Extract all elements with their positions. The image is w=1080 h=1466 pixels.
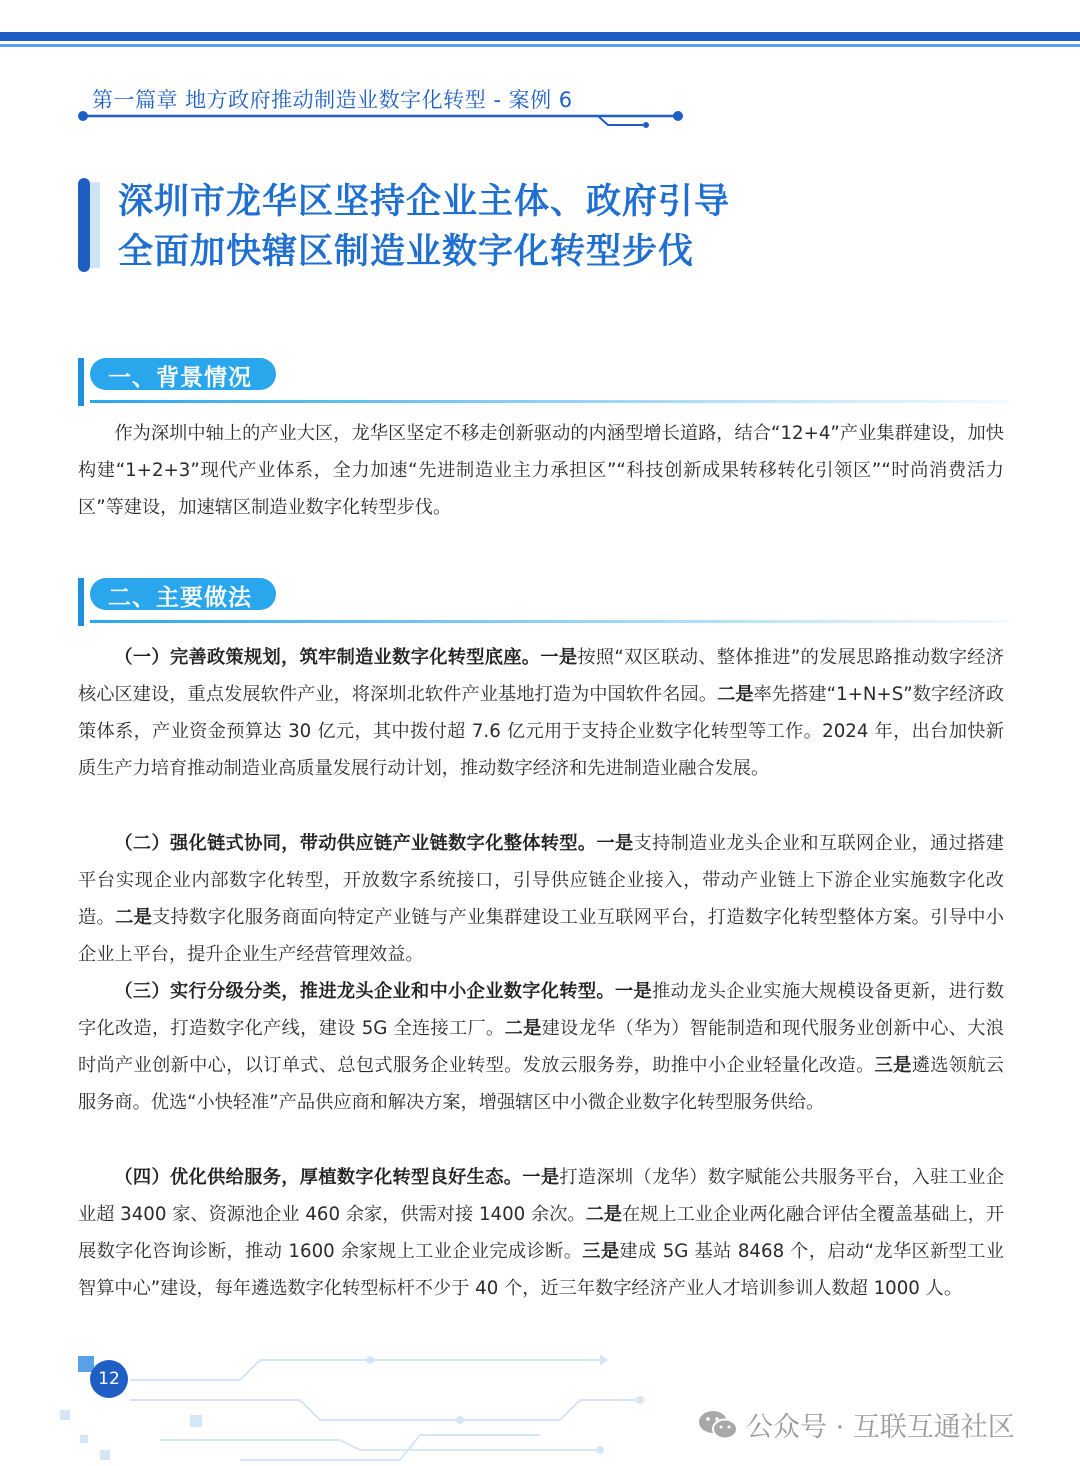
header-stripe-thin	[0, 44, 1080, 47]
wechat-icon	[698, 1409, 738, 1441]
watermark-text: 公众号 · 互联互通社区	[746, 1412, 1015, 1443]
chapter-underline-decoration	[78, 111, 688, 131]
measure-keyword: 一是	[540, 647, 578, 668]
section-heading-background	[78, 358, 1008, 408]
section-heading-pill	[90, 578, 276, 610]
chapter-title: 第一篇章 地方政府推动制造业数字化转型 - 案例 6	[92, 88, 573, 112]
section-heading-rule	[90, 620, 1010, 623]
case-title	[78, 174, 778, 272]
section-heading-measures	[78, 578, 1008, 628]
measure-keyword: 二是	[585, 1204, 622, 1225]
measure-lead: （四）优化供给服务，厚植数字化转型良好生态。	[114, 1167, 523, 1188]
chapter-header	[78, 84, 688, 130]
title-accent-bar	[78, 178, 104, 272]
measure-text: 率先搭建“1+N+S”数字经济政策体系，产业资金预算达 30 亿元，其中拨付超 7.6 亿元用于支持企业数字化转型等工作。2024 年，出台加快新质生产力培育推动制造业高质量发展行动计划，推动数字经济和先进制造业融合发展。	[78, 684, 1004, 779]
measure-keyword: 二是	[115, 907, 153, 928]
measure-text: 按照“双区联动、整体推进”的发展思路推动数字经济核心区建设，重点发展软件产业，将深圳北软件产业基地打造为中国软件名园。	[78, 647, 1004, 705]
title-line-1: 深圳市龙华区坚持企业主体、政府引导	[118, 182, 731, 222]
measure-keyword: 二是	[717, 684, 754, 705]
measure-lead: （一）完善政策规划，筑牢制造业数字化转型底座。	[114, 647, 541, 668]
measure-text: 遴选领航云服务商。优选“小快轻准”产品供应商和解决方案，增强辖区中小微企业数字化转型服务供给。	[78, 1055, 1004, 1113]
measure-paragraph-4	[78, 1159, 1004, 1307]
section-heading-bar	[78, 358, 84, 406]
title-line-2: 全面加快辖区制造业数字化转型步伐	[118, 232, 695, 272]
measure-keyword: 二是	[504, 1018, 542, 1039]
measure-keyword: 一是	[596, 833, 634, 854]
measure-lead: （二）强化链式协同，带动供应链产业链数字化整体转型。	[114, 833, 597, 854]
measure-keyword: 一是	[614, 981, 653, 1002]
circuit-decoration	[40, 1340, 680, 1466]
measure-text: 建设龙华（华为）智能制造和现代服务业创新中心、大浪时尚产业创新中心，以订单式、总包式服务企业转型。发放云服务券，助推中小企业轻量化改造。	[78, 1018, 1004, 1076]
measure-keyword: 三是	[874, 1055, 912, 1076]
measure-paragraph-1	[78, 639, 1004, 787]
measure-keyword: 三是	[582, 1241, 620, 1262]
measure-text: 支持数字化服务商面向特定产业链与产业集群建设工业互联网平台，打造数字化转型整体方案。引导中小企业上平台，提升企业生产经营管理效益。	[78, 907, 1004, 965]
measure-keyword: 一是	[522, 1167, 560, 1188]
measure-paragraph-2	[78, 825, 1004, 973]
section-heading-text: 二、主要做法	[108, 585, 252, 611]
section-heading-pill	[90, 358, 276, 390]
section-heading-bar	[78, 578, 84, 626]
background-paragraph: 作为深圳中轴上的产业大区，龙华区坚定不移走创新驱动的内涵型增长道路，结合“12+4”产业集群建设，加快构建“1+2+3”现代产业体系，全力加速“先进制造业主力承担区”“科技创新成果转移转化引领区”“时尚消费活力区”等建设，加速辖区制造业数字化转型步伐。	[78, 423, 1004, 518]
section-heading-rule	[90, 400, 1010, 403]
measure-lead: （三）实行分级分类，推进龙头企业和中小企业数字化转型。	[114, 981, 615, 1002]
header-stripe-thick	[0, 32, 1080, 41]
measure-text: 打造深圳（龙华）数字赋能公共服务平台，入驻工业企业超 3400 家、资源池企业 460 余家，供需对接 1400 余次。	[78, 1167, 1004, 1225]
page-number: 12	[90, 1360, 128, 1398]
measure-text: 在规上工业企业两化融合评估全覆盖基础上，开展数字化咨询诊断，推动 1600 余家规上工业企业完成诊断。	[78, 1204, 1004, 1262]
measure-paragraph-3	[78, 973, 1004, 1121]
measure-text: 建成 5G 基站 8468 个，启动“龙华区新型工业智算中心”建设，每年遴选数字化转型标杆不少于 40 个，近三年数字经济产业人才培训参训人数超 1000 人。	[78, 1241, 1004, 1299]
measure-text: 支持制造业龙头企业和互联网企业，通过搭建平台实现企业内部数字化转型，开放数字系统接口，引导供应链企业接入，带动产业链上下游企业实施数字化改造。	[78, 833, 1004, 928]
header-stripes	[0, 32, 1080, 52]
measure-text: 推动龙头企业实施大规模设备更新，进行数字化改造，打造数字化产线，建设 5G 全连接工厂。	[78, 981, 1004, 1039]
section-heading-text: 一、背景情况	[108, 365, 252, 391]
